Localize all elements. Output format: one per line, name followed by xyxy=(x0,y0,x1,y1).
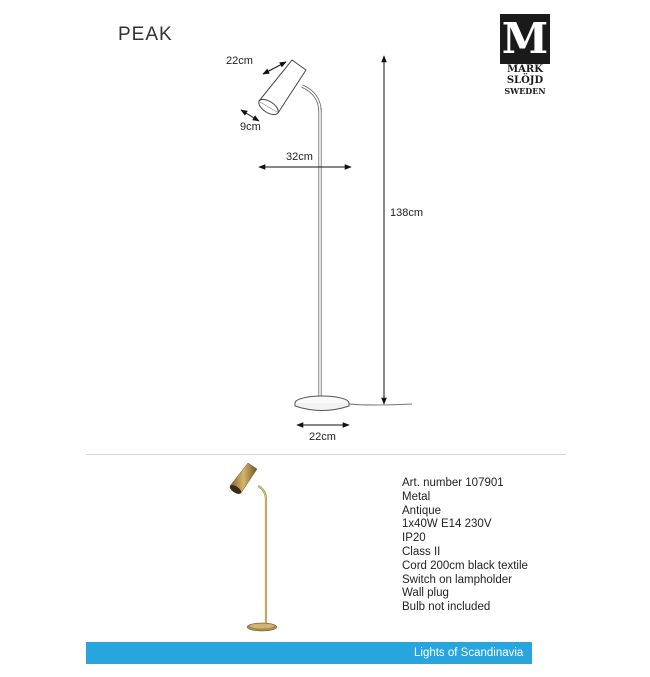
dim-base-diameter: 22cm xyxy=(309,431,336,443)
dimension-lines xyxy=(241,56,384,425)
spec-item: 1x40W E14 230V xyxy=(402,518,492,531)
spec-item: Antique xyxy=(402,504,442,517)
spec-item: IP20 xyxy=(402,532,426,545)
spec-item: Class II xyxy=(402,545,441,558)
spec-item: Wall plug xyxy=(402,587,449,600)
dim-shade-diameter: 9cm xyxy=(240,121,261,133)
brand-logo-line2: SLÖJD xyxy=(506,75,544,86)
brand-logo-line3: SWEDEN xyxy=(504,86,546,96)
section-divider xyxy=(86,454,566,455)
spec-item: Metal xyxy=(402,490,431,503)
spec-item: Bulb not included xyxy=(402,601,491,614)
product-photo xyxy=(228,463,277,631)
lamp-outline-drawing xyxy=(256,60,412,411)
product-title: PEAK xyxy=(118,24,173,45)
brand-logo-line1: MARK xyxy=(507,64,543,75)
spec-item: Switch on lampholder xyxy=(402,573,512,586)
spec-item: Cord 200cm black textile xyxy=(402,559,528,572)
dim-arm-reach: 32cm xyxy=(286,151,313,163)
spec-list xyxy=(402,477,528,615)
dim-shade-length: 22cm xyxy=(226,55,253,67)
brand-logo-letter: M xyxy=(501,14,549,63)
spec-item: Art. number 107901 xyxy=(402,477,504,489)
dim-total-height: 138cm xyxy=(390,207,424,219)
footer-tagline: Lights of Scandinavia xyxy=(414,647,524,659)
